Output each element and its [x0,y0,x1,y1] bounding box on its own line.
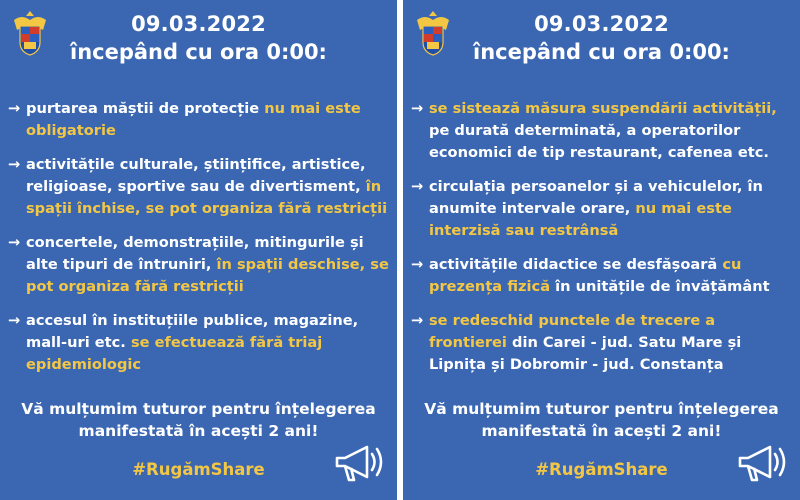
item-highlight: se sistează măsura suspendării activității, [429,100,777,117]
list-item [8,232,393,298]
item-text: concertele, demonstrațiile, mitingurile și alte tipuri de întruniri, [26,234,364,273]
list-item [8,310,393,376]
date-title: 09.03.2022 [534,12,669,36]
list-item [8,154,393,220]
thank-you-message [403,398,800,442]
item-highlight: se redeschid punctele de trecere a frontierei [429,312,716,351]
share-hashtag: #RugămShare [132,460,265,479]
list-item [411,176,796,242]
item-text: circulația persoanelor și a vehiculelor, în anumite intervale orare, [429,178,763,217]
list-item [411,254,796,298]
item-highlight: în spații deschise, se pot organiza fără restricții [26,256,389,295]
item-highlight: nu mai este obligatorie [26,100,361,139]
arrow-right-icon: → [411,312,424,329]
item-text-tail: în unitățile de învățământ [550,278,770,295]
thank-you-line-2: manifestată în acești 2 ani! [78,422,319,440]
start-time-subtitle: începând cu ora 0:00: [70,40,327,64]
list-item [8,98,393,142]
measures-list [8,98,393,388]
thank-you-line-1: Vă mulțumim tuturor pentru înțelegerea [21,400,376,418]
arrow-right-icon: → [8,156,21,173]
item-text: activitățile didactice se desfășoară [429,256,723,273]
arrow-right-icon: → [8,100,21,117]
share-hashtag: #RugămShare [535,460,668,479]
item-highlight: se efectuează fără triaj epidemiologic [26,334,323,373]
right-panel [403,0,800,500]
item-highlight: nu mai este interzisă sau restrânsă [429,200,732,239]
megaphone-icon [331,438,385,488]
thank-you-message [0,398,397,442]
arrow-right-icon: → [411,256,424,273]
left-panel [0,0,397,500]
item-text-tail: pe durată determinată, a operatorilor economici de tip restaurant, cafenea etc. [429,122,769,161]
list-item [411,310,796,376]
date-title: 09.03.2022 [131,12,266,36]
item-text: accesul în instituțiile publice, magazine, mall-uri etc. [26,312,359,351]
item-highlight: în spații închise, se pot organiza fără restricții [26,178,388,217]
thank-you-line-1: Vă mulțumim tuturor pentru înțelegerea [424,400,779,418]
item-text-tail: din Carei - jud. Satu Mare și Lipnița și Dobromir - jud. Constanța [429,334,742,373]
item-text: purtarea măștii de protecție [26,100,265,117]
arrow-right-icon: → [411,100,424,117]
arrow-right-icon: → [8,234,21,251]
arrow-right-icon: → [411,178,424,195]
measures-list [411,98,796,388]
item-highlight: cu prezența fizică [429,256,742,295]
list-item [411,98,796,164]
item-text: activitățile culturale, științifice, artistice, religioase, sportive sau de divertisment, [26,156,366,195]
start-time-subtitle: începând cu ora 0:00: [473,40,730,64]
megaphone-icon [734,438,788,488]
thank-you-line-2: manifestată în acești 2 ani! [481,422,722,440]
arrow-right-icon: → [8,312,21,329]
